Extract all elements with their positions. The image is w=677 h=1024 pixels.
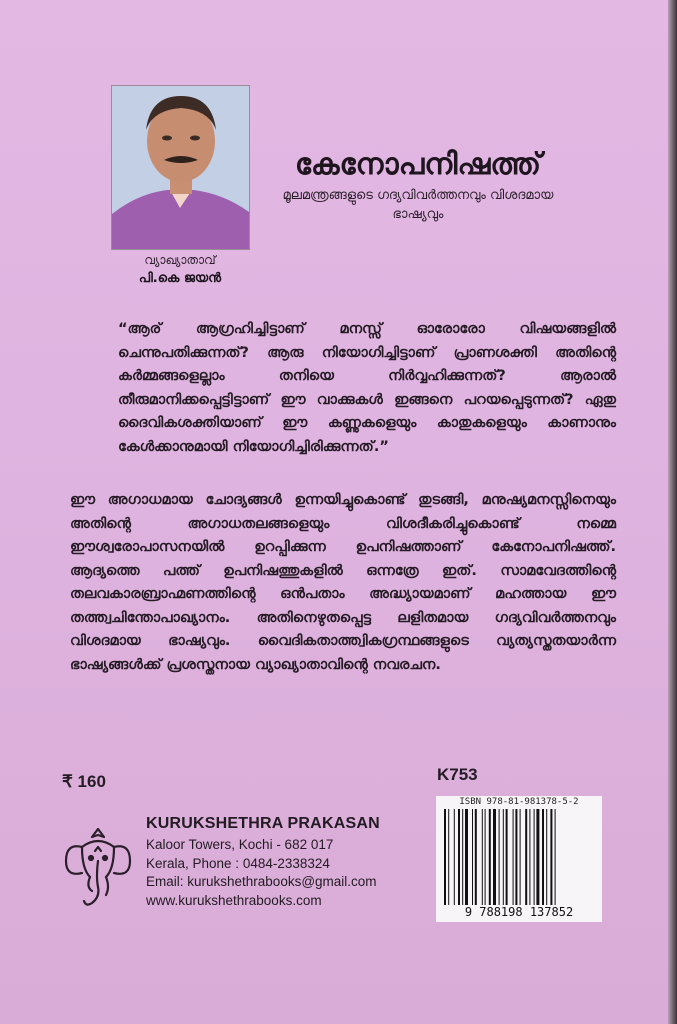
cover-edge — [668, 0, 677, 1024]
barcode-digits: 9 788198 137852 — [464, 905, 574, 919]
publisher-address-line2: Kerala, Phone : 0484-2338324 — [146, 855, 330, 871]
blurb-quote: “ആര് ആഗ്രഹിച്ചിട്ടാണ് മനസ്സ് ഓരോരോ വിഷയങ്ങളിൽ ചെന്നുപതിക്കുന്നത്? ആരു നിയോഗിച്ചിട്ടാണ് പ്രാണശക്തി അതിന്റെ കർമ്മങ്ങളെല്ലാം തനിയെ നിർവ്വഹിക്കുന്നത്? ആരാൽ തീരുമാനിക്കപ്പെട്ടിട്ടാണ് ഈ വാക്കുകൾ ഇങ്ങനെ പറയപ്പെടുന്നത്? ഏതു ദൈവികശക്തിയാണ് ഈ കണ്ണുകളെയും കാതുകളെയും കാണാനും കേൾക്കാനുമായി നിയോഗിച്ചിരിക്കുന്നത്.” — [118, 321, 616, 455]
isbn-barcode — [436, 796, 602, 922]
publisher-name: KURUKSHETHRA PRAKASAN — [146, 815, 380, 832]
author-label: വ്യാഖ്യാതാവ് — [144, 253, 216, 267]
publisher-info — [146, 815, 436, 910]
publisher-address-line1: Kaloor Towers, Kochi - 682 017 — [146, 837, 334, 852]
author-portrait-image — [112, 86, 249, 249]
price-label: ₹ 160 — [62, 772, 106, 791]
book-title: കേനോപനിഷത്ത് — [294, 147, 542, 182]
author-name: പി.കെ ജയൻ — [138, 271, 222, 286]
blurb-description: ഈ അഗാധമായ ചോദ്യങ്ങൾ ഉന്നയിച്ചുകൊണ്ട് തുടങ്ങി, മനുഷ്യമനസ്സിനെയും അതിന്റെ അഗാധതലങ്ങളെയും വിശദീകരിച്ചുകൊണ്ട് നമ്മെ ഈശ്വരോപാസനയിൽ ഉറപ്പിക്കുന്ന ഉപനിഷത്താണ് കേനോപനിഷത്ത്. ആദ്യത്തെ പത്ത് ഉപനിഷത്തുകളിൽ ഒന്നത്രേ ഇത്. സാമവേദത്തിന്റെ തലവകാരബ്രാഹ്മണത്തിന്റെ ഒൻപതാം അദ്ധ്യായമാണ് മഹത്തായ ഈ തത്ത്വചിന്തോപാഖ്യാനം. അതിനെഴുതപ്പെട്ട ലളിതമായ ഗദ്യവിവർത്തനവും വിശദമായ ഭാഷ്യവും. വൈദികതാത്ത്വികഗ്രന്ഥങ്ങളുടെ വ്യത്യസ്തതയാർന്ന ഭാഷ്യങ്ങൾക്ക് പ്രശസ്തനായ വ്യാഖ്യാതാവിന്റെ നവരചന. — [70, 492, 616, 673]
author-photo — [111, 85, 250, 250]
ganesha-logo-icon — [62, 825, 134, 910]
barcode-bars — [444, 809, 594, 905]
publisher-website: www.kurukshethrabooks.com — [146, 892, 322, 908]
publisher-email: Email: kurukshethrabooks@gmail.com — [146, 874, 377, 889]
book-subtitle: മൂലമന്ത്രങ്ങളുടെ ഗദ്യവിവർത്തനവും വിശദമായ ഭാഷ്യവും — [282, 188, 554, 222]
isbn-label: ISBN 978-81-981378-5-2 — [459, 797, 579, 807]
catalog-code: K753 — [437, 765, 478, 784]
